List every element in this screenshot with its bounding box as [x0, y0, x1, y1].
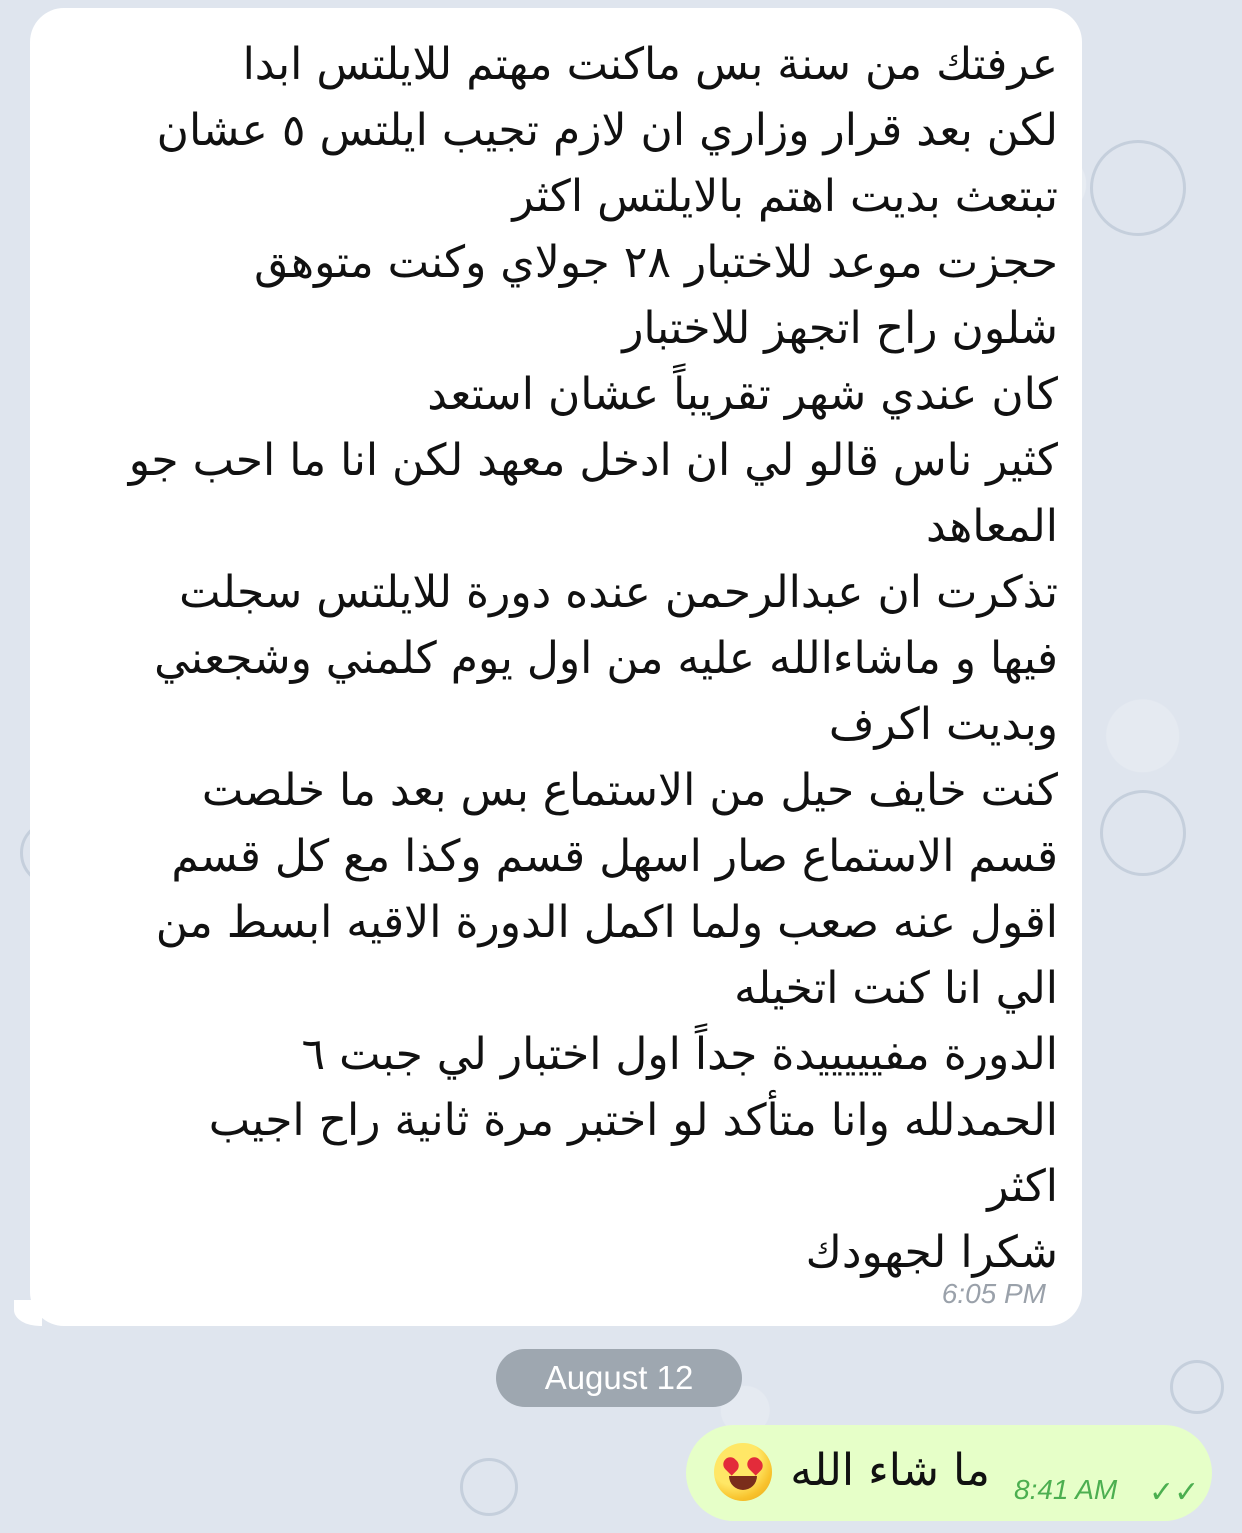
background-doodle — [1170, 1360, 1224, 1414]
background-doodle — [460, 1458, 518, 1516]
outgoing-message-time: 8:41 AM — [1014, 1474, 1118, 1505]
heart-eye-icon — [744, 1454, 765, 1475]
heart-eyes-emoji-icon — [714, 1443, 772, 1501]
incoming-message-bubble[interactable] — [30, 8, 1082, 1326]
smile-mouth-icon — [729, 1476, 757, 1490]
incoming-message-text: عرفتك من سنة بس ماكنت مهتم للايلتس ابدا لكن بعد قرار وزاري ان لازم تجيب ايلتس ٥ عشان تبتعث بديت اهتم بالايلتس اكثر حجزت موعد للاختبار ٢٨ جولاي وكنت متوهق شلون راح اتجهز للاختبار كان عندي شهر تقريباً عشان استعد كثير ناس قالو لي ان ادخل معهد لكن انا ما احب جو المعاهد تذكرت ان عبدالرحمن عنده دورة للايلتس سجلت فيها و ماشاءالله عليه من اول يوم كلمني وشجعني وبديت اكرف كنت خايف حيل من الاستماع بس بعد ما خلصت قسم الاستماع صار اسهل قسم وكذا مع كل قسم اقول عنه صعب ولما اكمل الدورة الاقيه ابسط من الي انا كنت اتخيله الدورة مفيييييدة جداً اول اختبار لي جبت ٦ الحمدلله وانا متأكد لو اختبر مرة ثانية راح اجيب اكثر شكرا لجهودك — [128, 39, 1058, 1278]
date-separator: August 12 — [496, 1349, 742, 1407]
background-doodle — [1090, 140, 1186, 236]
incoming-message-time: 6:05 PM — [941, 1278, 1046, 1309]
outgoing-message-text: ما شاء الله — [790, 1445, 990, 1496]
double-check-icon: ✓✓ — [1149, 1475, 1200, 1510]
outgoing-message-bubble[interactable] — [686, 1425, 1212, 1521]
heart-eye-icon — [720, 1454, 741, 1475]
background-doodle — [1100, 790, 1186, 876]
